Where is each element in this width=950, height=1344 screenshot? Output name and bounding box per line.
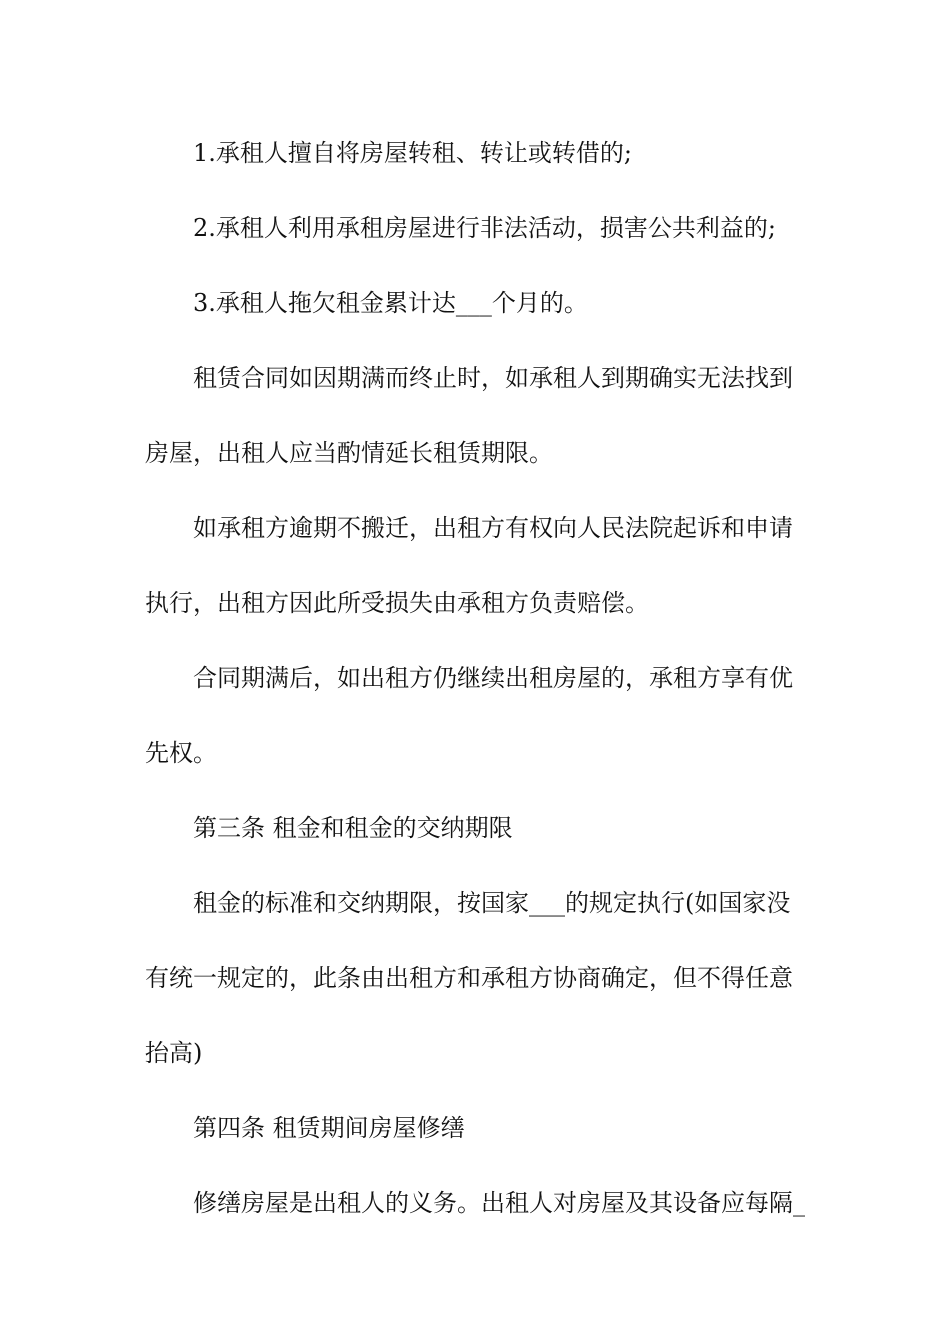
paragraph-rent-line-3: 抬高): [145, 1039, 203, 1067]
paragraph-overdue-line-1: 如承租方逾期不搬迁，出租方有权向人民法院起诉和申请: [193, 514, 793, 542]
clause-item-1: 1.承租人擅自将房屋转租、转让或转借的;: [193, 139, 632, 167]
article-3-heading: 第三条 租金和租金的交纳期限: [193, 814, 513, 842]
article-4-heading: 第四条 租赁期间房屋修缮: [193, 1114, 465, 1142]
paragraph-expiry-line-1: 租赁合同如因期满而终止时，如承租人到期确实无法找到: [193, 364, 793, 392]
paragraph-overdue-line-2: 执行，出租方因此所受损失由承租方负责赔偿。: [145, 589, 649, 617]
clause-item-2: 2.承租人利用承租房屋进行非法活动，损害公共利益的;: [193, 214, 776, 242]
paragraph-repair-line-1: 修缮房屋是出租人的义务。出租人对房屋及其设备应每隔_: [193, 1189, 805, 1217]
paragraph-expiry-line-2: 房屋，出租人应当酌情延长租赁期限。: [145, 439, 553, 467]
paragraph-priority-line-2: 先权。: [145, 739, 217, 767]
paragraph-rent-line-2: 有统一规定的，此条由出租方和承租方协商确定，但不得任意: [145, 964, 793, 992]
clause-item-3: 3.承租人拖欠租金累计达___个月的。: [193, 289, 588, 317]
paragraph-rent-line-1: 租金的标准和交纳期限，按国家___的规定执行(如国家没: [193, 889, 791, 917]
paragraph-priority-line-1: 合同期满后，如出租方仍继续出租房屋的，承租方享有优: [193, 664, 793, 692]
